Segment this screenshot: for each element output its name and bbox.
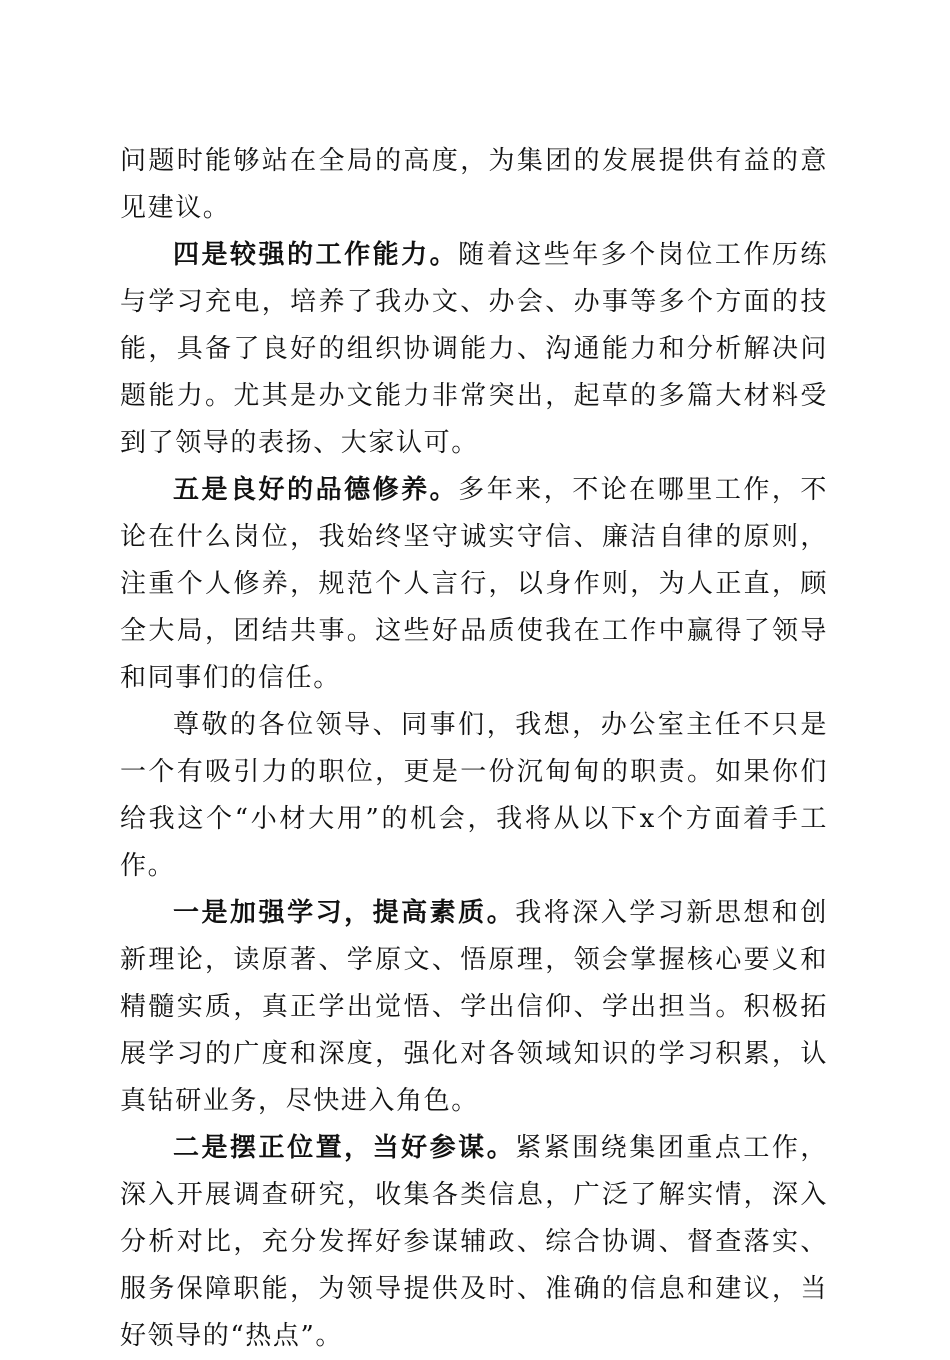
paragraph-4 — [120, 702, 828, 890]
document-page — [120, 138, 828, 1360]
paragraph-6 — [120, 1125, 828, 1360]
paragraph-4-text: 尊敬的各位领导、同事们，我想，办公室主任不只是一个有吸引力的职位，更是一份沉甸甸的职责。如果你们给我这个“小材大用”的机会，我将从以下x个方面着手工作。 — [120, 710, 828, 881]
paragraph-5-heading: 一是加强学习，提高素质。 — [173, 898, 516, 928]
paragraph-1-text: 问题时能够站在全局的高度，为集团的发展提供有益的意见建议。 — [120, 146, 828, 223]
paragraph-3-text: 多年来，不论在哪里工作，不论在什么岗位，我始终坚守诚实守信、廉洁自律的原则，注重个人修养，规范个人言行，以身作则，为人正直，顾全大局，团结共事。这些好品质使我在工作中赢得了领导和同事们的信任。 — [120, 475, 828, 693]
paragraph-6-text: 紧紧围绕集团重点工作，深入开展调查研究，收集各类信息，广泛了解实情，深入分析对比，充分发挥好参谋辅政、综合协调、督查落实、服务保障职能，为领导提供及时、准确的信息和建议，当好领导的“热点”。 — [120, 1133, 828, 1351]
paragraph-3-heading: 五是良好的品德修养。 — [173, 475, 459, 505]
paragraph-5 — [120, 890, 828, 1125]
paragraph-2 — [120, 232, 828, 467]
paragraph-6-heading: 二是摆正位置，当好参谋。 — [173, 1133, 516, 1163]
paragraph-2-text: 随着这些年多个岗位工作历练与学习充电，培养了我办文、办会、办事等多个方面的技能，具备了良好的组织协调能力、沟通能力和分析解决问题能力。尤其是办文能力非常突出，起草的多篇大材料受到了领导的表扬、大家认可。 — [120, 240, 828, 458]
paragraph-1 — [120, 138, 828, 232]
paragraph-5-text: 我将深入学习新思想和创新理论，读原著、学原文、悟原理，领会掌握核心要义和精髓实质，真正学出觉悟、学出信仰、学出担当。积极拓展学习的广度和深度，强化对各领域知识的学习积累，认真钻研业务，尽快进入角色。 — [120, 898, 828, 1116]
paragraph-3 — [120, 467, 828, 702]
paragraph-2-heading: 四是较强的工作能力。 — [173, 240, 459, 270]
